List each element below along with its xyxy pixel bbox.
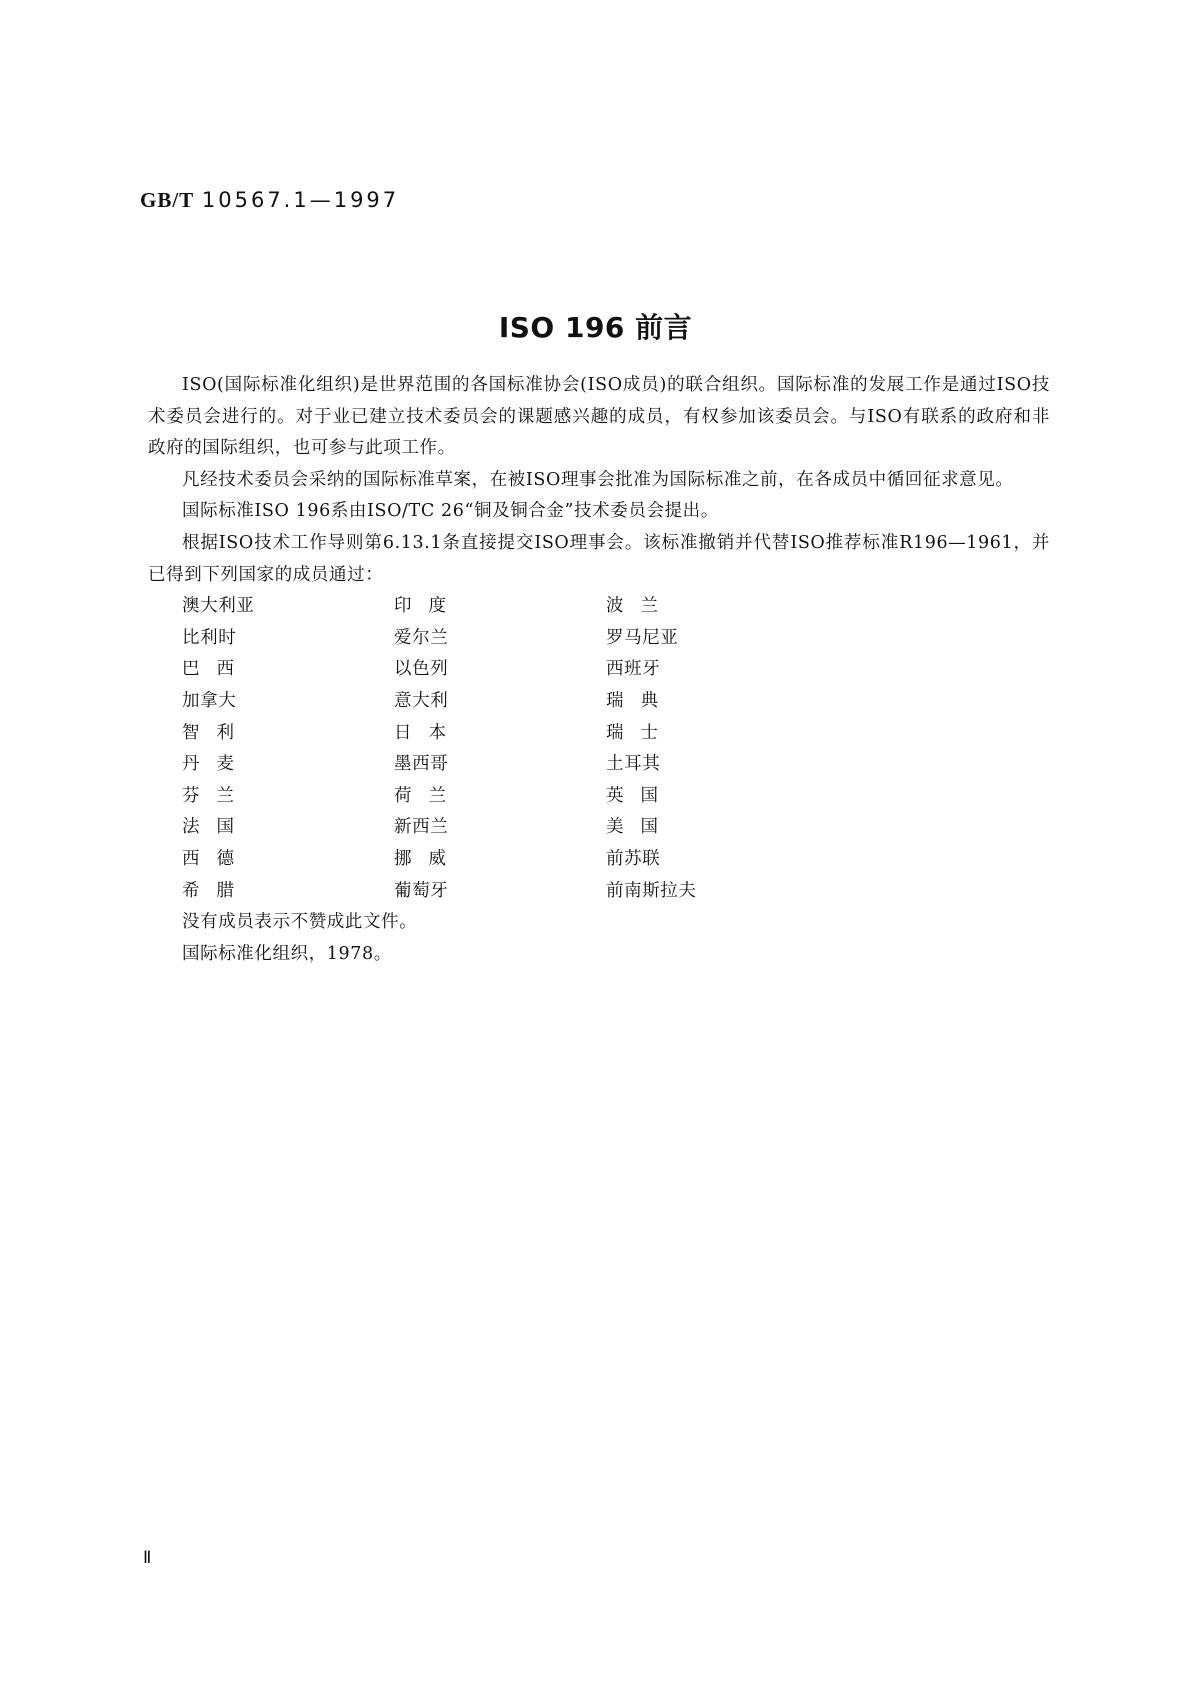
country-item: 智利: [182, 722, 251, 743]
paragraph-draft-circulation: 凡经技术委员会采纳的国际标准草案，在被ISO理事会批准为国际标准之前，在各成员中循回征求意见。: [182, 469, 1014, 490]
country-item: 巴西: [182, 659, 251, 680]
country-item: 希腊: [182, 880, 251, 901]
country-item: 澳大利亚: [182, 596, 255, 617]
closing-signature: 国际标准化组织，1978。: [182, 943, 392, 964]
country-item: 土耳其: [606, 754, 661, 775]
country-item: 加拿大: [182, 690, 237, 711]
document-code: [140, 188, 399, 213]
country-item: 瑞士: [606, 722, 675, 743]
country-item: 前苏联: [606, 848, 661, 869]
country-item: 挪威: [394, 848, 463, 869]
country-item: 美国: [606, 817, 675, 838]
country-item: 以色列: [394, 659, 449, 680]
document-code-number: 10567.1—1997: [201, 188, 400, 212]
member-country-list: [182, 591, 1050, 907]
country-item: 法国: [182, 817, 251, 838]
country-item: 芬兰: [182, 785, 251, 806]
country-item: 波兰: [606, 596, 675, 617]
paragraph-intro: ISO(国际标准化组织)是世界范围的各国标准协会(ISO成员)的联合组织。国际标准的发展工作是通过ISO技术委员会进行的。对于业已建立技术委员会的课题感兴趣的成员，有权参加该委员会。与ISO有联系的政府和非政府的国际组织，也可参与此项工作。: [148, 375, 1050, 459]
country-item: 日本: [394, 722, 463, 743]
country-item: 意大利: [394, 690, 449, 711]
country-item: 西班牙: [606, 659, 661, 680]
country-item: 墨西哥: [394, 754, 449, 775]
closing-statement: 没有成员表示不赞成此文件。: [182, 912, 418, 933]
country-item: 比利时: [182, 627, 237, 648]
country-item: 瑞典: [606, 690, 675, 711]
country-item: 荷兰: [394, 785, 463, 806]
country-item: 丹麦: [182, 754, 251, 775]
country-item: 印度: [394, 596, 463, 617]
paragraph-approval: 根据ISO技术工作导则第6.13.1条直接提交ISO理事会。该标准撤销并代替ISO推荐标准R196—1961，并已得到下列国家的成员通过：: [148, 532, 1050, 585]
document-body: [148, 370, 1050, 970]
document-code-prefix: GB/T: [140, 188, 195, 212]
page-number: Ⅱ: [143, 1548, 152, 1567]
country-item: 葡萄牙: [394, 880, 449, 901]
page-title: ISO 196 前言: [498, 311, 693, 344]
country-item: 前南斯拉夫: [606, 880, 697, 901]
country-item: 西德: [182, 848, 251, 869]
paragraph-committee: 国际标准ISO 196系由ISO/TC 26“铜及铜合金”技术委员会提出。: [182, 501, 719, 522]
country-item: 罗马尼亚: [606, 627, 679, 648]
country-item: 英国: [606, 785, 675, 806]
country-item: 新西兰: [394, 817, 449, 838]
country-item: 爱尔兰: [394, 627, 449, 648]
